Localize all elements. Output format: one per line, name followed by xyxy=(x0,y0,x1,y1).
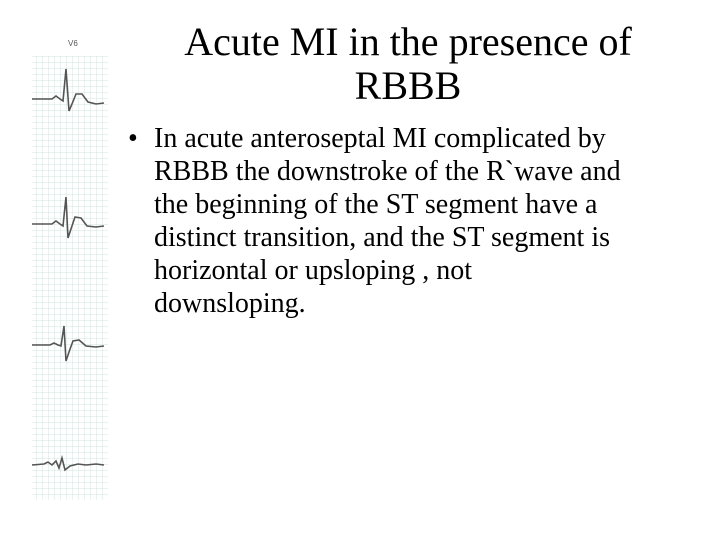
ecg-lead-label: V6 xyxy=(68,39,78,48)
bullet-line-2: RBBB the downstroke of the R`wave and xyxy=(154,156,621,187)
bullet-line-5: horizontal or upsloping , not xyxy=(154,255,473,286)
bullet-line-6: downsloping. xyxy=(154,288,306,319)
bullet-marker: • xyxy=(128,123,138,154)
bullet-text xyxy=(154,122,698,320)
bullet-line-4: distinct transition, and the ST segment is xyxy=(154,222,610,253)
ecg-strip-image xyxy=(30,32,110,500)
slide-title xyxy=(118,20,698,108)
ecg-tracing xyxy=(30,32,110,500)
slide-title-line-1: Acute MI in the presence of xyxy=(184,19,632,64)
bullet-line-3: the beginning of the ST segment have a xyxy=(154,189,598,220)
ecg-grid xyxy=(32,56,108,500)
slide-title-line-2: RBBB xyxy=(354,63,462,108)
bullet-line-1: In acute anteroseptal MI complicated by xyxy=(154,123,606,154)
